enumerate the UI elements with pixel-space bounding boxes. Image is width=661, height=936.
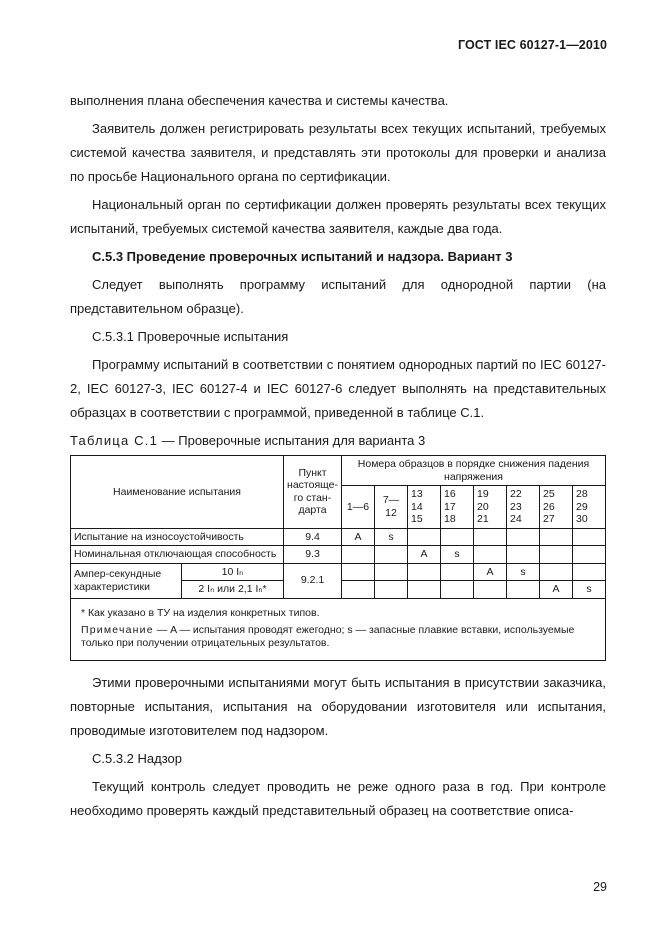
document-code: ГОСТ IEC 60127-1—2010 <box>457 38 607 52</box>
table-row <box>71 528 606 546</box>
sample-cell: s <box>441 546 474 564</box>
sample-cell <box>441 528 474 546</box>
paragraph-6: Этими проверочными испытаниями могут быть испытания в присутствии заказчика, повторные испытания, испытания на оборудовании изготовителя или испытания, проводимые изготовителем под надзором. <box>70 674 606 738</box>
sample-cell <box>507 528 540 546</box>
table-row <box>71 563 606 581</box>
sample-cell <box>408 528 441 546</box>
sample-cell <box>441 581 474 599</box>
verification-tests-table <box>70 455 606 661</box>
test-name-cell: Ампер-секундные характеристики <box>71 563 182 598</box>
sample-cell: s <box>573 581 606 599</box>
sample-cell: s <box>375 528 408 546</box>
table-note-label: Примечание <box>81 623 154 636</box>
sample-cell <box>573 563 606 581</box>
test-name-cell: Номинальная отключающая способность <box>71 546 284 564</box>
sample-cell <box>342 563 375 581</box>
sample-cell <box>375 563 408 581</box>
sample-cell <box>408 563 441 581</box>
page-body <box>70 89 606 827</box>
test-name-cell: Испытание на износоустойчивость <box>71 528 284 546</box>
sample-cell <box>474 581 507 599</box>
paragraph-4: Следует выполнять программу испытаний для однородной партии (на представительном образце). <box>70 277 606 316</box>
section-heading-c-5-3: С.5.3 Проведение проверочных испытаний и надзора. Вариант 3 <box>92 249 513 264</box>
subsection-heading-c-5-3-2: С.5.3.2 Надзор <box>92 750 183 766</box>
sample-cell <box>540 528 573 546</box>
sample-cell <box>342 581 375 599</box>
sample-cell <box>573 528 606 546</box>
table-notes <box>71 598 606 660</box>
sample-cell <box>474 528 507 546</box>
sample-cell <box>474 546 507 564</box>
sample-cell: A <box>408 546 441 564</box>
table-note <box>81 624 595 650</box>
sample-cell <box>507 546 540 564</box>
paragraph-5: Программу испытаний в соответствии с понятием однородных партий по IEC 60127-2, IEC 60127-3, IEC 60127-4 и IEC 60127-6 следует выполнять на представительных образцах в соответствии с программой, приведенной в таблице С.1. <box>70 357 606 420</box>
col-header-test-name: Наименование испытания <box>71 456 284 529</box>
test-condition-cell: 2 Iₙ или 2,1 Iₙ* <box>182 581 284 599</box>
sample-col-header: 28 29 30 <box>573 486 606 529</box>
paragraph-2: Заявитель должен регистрировать результаты всех текущих испытаний, требуемых системой качества заявителя, и представлять эти протоколы для проверки и анализа по просьбе Национального органа по сертификации. <box>70 121 606 184</box>
clause-cell: 9.2.1 <box>284 563 342 598</box>
subsection-heading-c-5-3-1: С.5.3.1 Проверочные испытания <box>92 329 289 344</box>
table-row <box>71 546 606 564</box>
sample-cell <box>441 563 474 581</box>
clause-cell: 9.3 <box>284 546 342 564</box>
sample-col-header: 19 20 21 <box>474 486 507 529</box>
sample-cell: A <box>474 563 507 581</box>
col-header-clause: Пункт настояще-го стан-дарта <box>284 456 342 529</box>
sample-cell: A <box>540 581 573 599</box>
paragraph-3: Национальный орган по сертификации должен проверять результаты всех текущих испытаний, требуемых системой качества заявителя, каждые два года. <box>70 197 606 236</box>
table-caption-label: Таблица С.1 <box>70 433 159 448</box>
sample-col-header: 1—6 <box>342 486 375 529</box>
clause-cell: 9.4 <box>284 528 342 546</box>
sample-col-header: 25 26 27 <box>540 486 573 529</box>
table-note-text: — A — испытания проводят ежегодно; s — запасные плавкие вставки, используемые только при получении отрицательных результатов. <box>81 623 575 649</box>
sample-cell <box>507 581 540 599</box>
sample-cell <box>375 546 408 564</box>
paragraph-7: Текущий контроль следует проводить не реже одного раза в год. При контроле необходимо проверять каждый представительный образец на соответствие описа- <box>70 778 606 818</box>
paragraph-1: выполнения плана обеспечения качества и системы качества. <box>70 93 449 108</box>
table-caption-text: — Проверочные испытания для варианта 3 <box>158 433 426 448</box>
sample-cell <box>375 581 408 599</box>
sample-cell: A <box>342 528 375 546</box>
sample-cell <box>540 563 573 581</box>
sample-cell <box>573 546 606 564</box>
sample-cell <box>540 546 573 564</box>
sample-cell <box>342 546 375 564</box>
test-condition-cell: 10 Iₙ <box>182 563 284 581</box>
sample-col-header: 7—12 <box>375 486 408 529</box>
col-header-sample-numbers: Номера образцов в порядке снижения падения напряжения <box>342 456 606 486</box>
sample-cell <box>408 581 441 599</box>
sample-col-header: 22 23 24 <box>507 486 540 529</box>
sample-col-header: 16 17 18 <box>441 486 474 529</box>
table-caption <box>70 431 606 451</box>
page-number: 29 <box>593 880 607 894</box>
sample-col-header: 13 14 15 <box>408 486 441 529</box>
sample-cell: s <box>507 563 540 581</box>
table-footnote: * Как указано в ТУ на изделия конкретных типов. <box>81 606 320 619</box>
